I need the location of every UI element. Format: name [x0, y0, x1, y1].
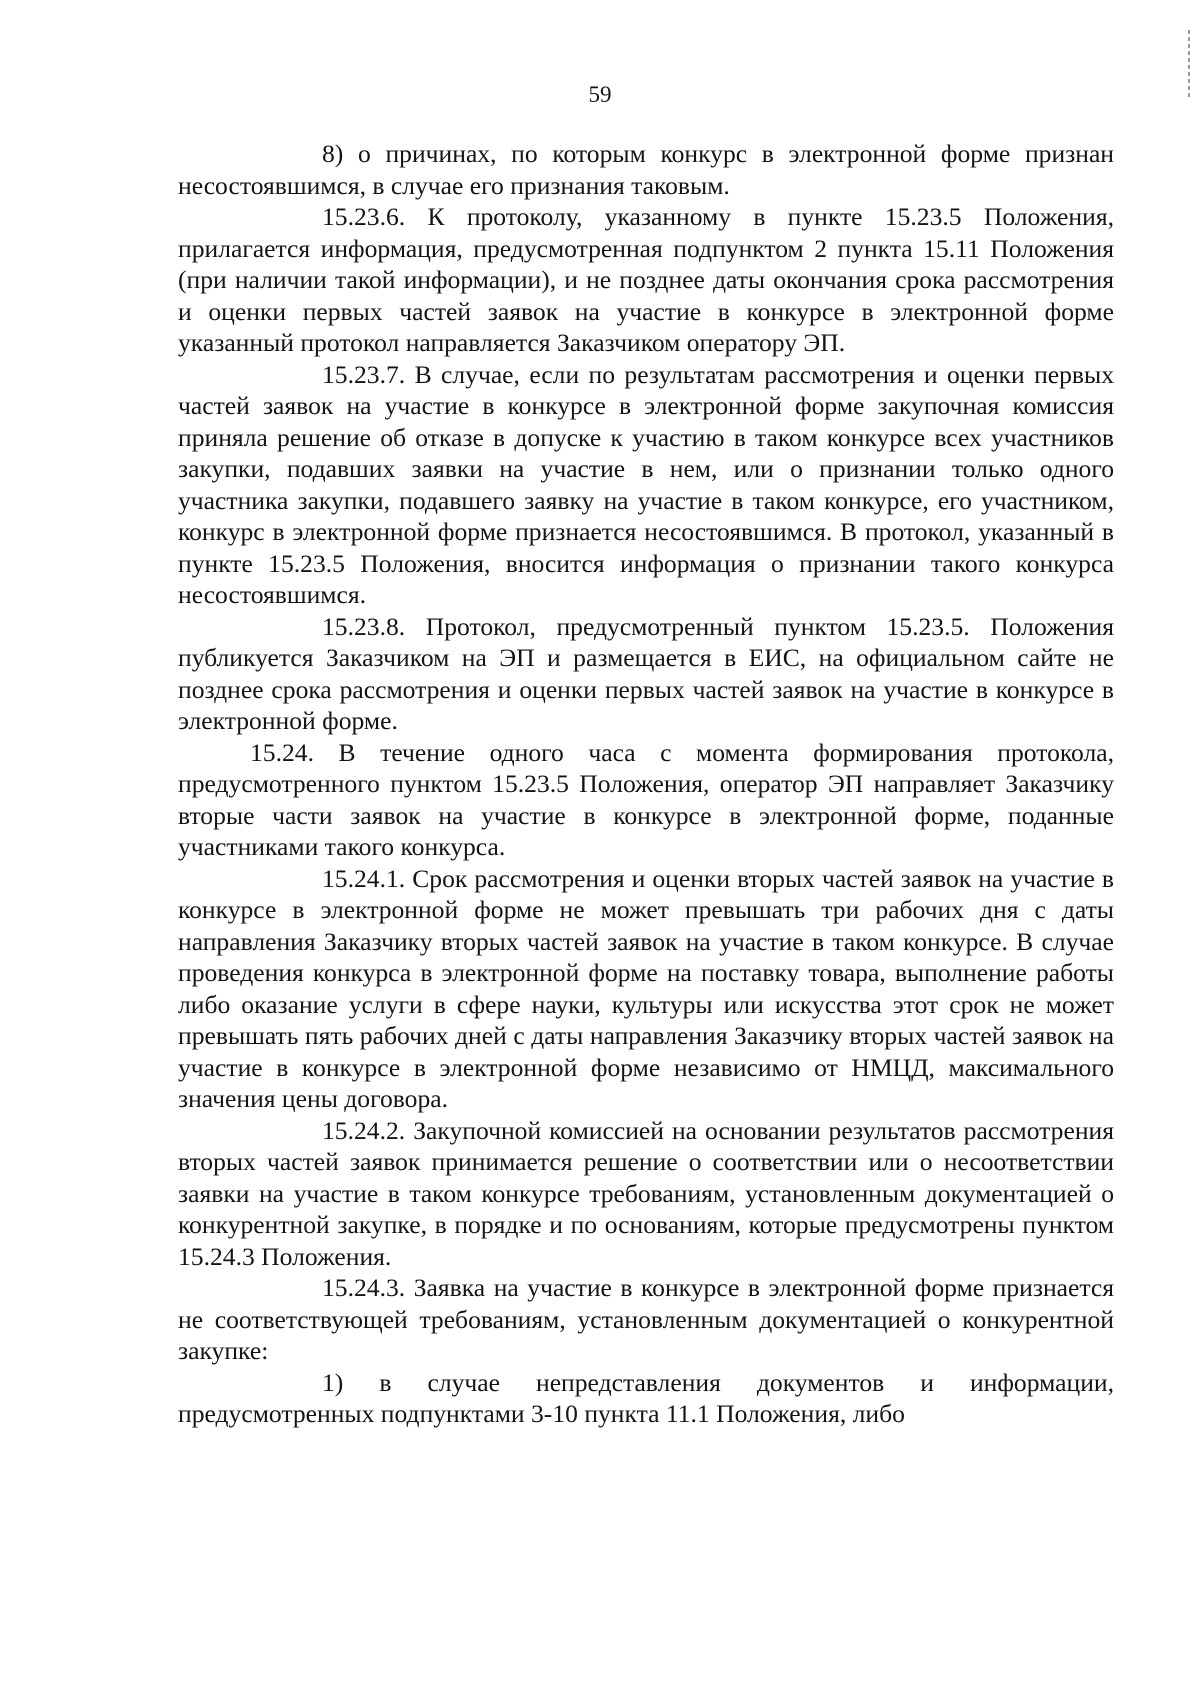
paragraph-15-24 [178, 737, 1114, 863]
paragraph-text: К протоколу, указанному в пункте 15.23.5 Положения, прилагается информация, предусмотренная подпунктом 2 пункта 15.11 Положения (при наличии такой информации), и не позднее даты окончания срока рассмотрения и оценки первых частей заявок на участие в конкурсе в электронной форме указанный протокол направляется Заказчиком оператору ЭП. [178, 202, 1114, 357]
paragraph-text: о причинах, по которым конкурс в электронной форме признан несостоявшимся, в случае его признания таковым. [178, 139, 1115, 200]
paragraph-15-24-2 [178, 1115, 1114, 1273]
paragraph-text: в случае непредставления документов и информации, предусмотренных подпунктами 3-10 пункта 11.1 Положения, либо [178, 1367, 1114, 1428]
paragraph-label: 15.24.1. [322, 863, 406, 893]
paragraph-item-8 [178, 138, 1114, 201]
paragraph-text: 15.24. В течение одного часа с момента формирования протокола, предусмотренного пунктом 15.23.5 Положения, оператор ЭП направляет Заказчику вторые части заявок на участие в конкурсе в электронной форме, поданные участниками такого конкурса. [178, 737, 1114, 861]
document-body [178, 138, 1114, 1430]
paragraph-15-24-1 [178, 863, 1114, 1115]
paragraph-15-23-7 [178, 359, 1114, 611]
paragraph-text: В случае, если по результатам рассмотрения и оценки первых частей заявок на участие в конкурсе в электронной форме закупочная комиссия приняла решение об отказе в допуске к участию в таком конкурсе всех участников закупки, подавших заявки на участие в нем, или о признании только одного участника закупки, подавшего заявку на участие в таком конкурсе, его участником, конкурс в электронной форме признается несостоявшимся. В протокол, указанный в пункте 15.23.5 Положения, вносится информация о признании такого конкурса несостоявшимся. [178, 359, 1114, 609]
paragraph-label: 1) [322, 1367, 344, 1397]
paragraph-text: Срок рассмотрения и оценки вторых частей заявок на участие в конкурсе в электронной форме не может превышать три рабочих дня с даты направления Заказчику вторых частей заявок на участие в таком конкурсе. В случае проведения конкурса в электронной форме на поставку товара, выполнение работы либо оказание услуги в сфере науки, культуры или искусства этот срок не может превышать пять рабочих дней с даты направления Заказчику вторых частей заявок на участие в конкурсе в электронной форме независимо от НМЦД, максимального значения цены договора. [178, 863, 1114, 1113]
paragraph-label: 15.23.8. [322, 611, 406, 641]
paragraph-item-1 [178, 1367, 1114, 1430]
paragraph-label: 15.24.3. [322, 1273, 406, 1302]
paragraph-text: Закупочной комиссией на основании результатов рассмотрения вторых частей заявок принимается решение о соответствии или о несоответствии заявки на участие в таком конкурсе требованиям, установленным документацией о конкурентной закупке, в порядке и по основаниям, которые предусмотрены пунктом 15.24.3 Положения. [178, 1115, 1114, 1271]
paragraph-15-23-8 [178, 611, 1114, 737]
paragraph-15-23-6 [178, 201, 1114, 359]
paragraph-label: 8) [322, 139, 344, 168]
paragraph-text: Заявка на участие в конкурсе в электронной форме признается не соответствующей требованиям, установленным документацией о конкурентной закупке: [178, 1273, 1114, 1365]
page-number: 59 [588, 82, 612, 107]
paragraph-15-24-3 [178, 1272, 1114, 1367]
paragraph-label: 15.24.2. [322, 1115, 406, 1145]
paragraph-text: Протокол, предусмотренный пунктом 15.23.5. Положения публикуется Заказчиком на ЭП и размещается в ЕИС, на официальном сайте не позднее срока рассмотрения и оценки первых частей заявок на участие в конкурсе в электронной форме. [178, 611, 1114, 735]
paragraph-label: 15.23.6. [322, 202, 406, 231]
paragraph-label: 15.23.7. [322, 359, 406, 389]
